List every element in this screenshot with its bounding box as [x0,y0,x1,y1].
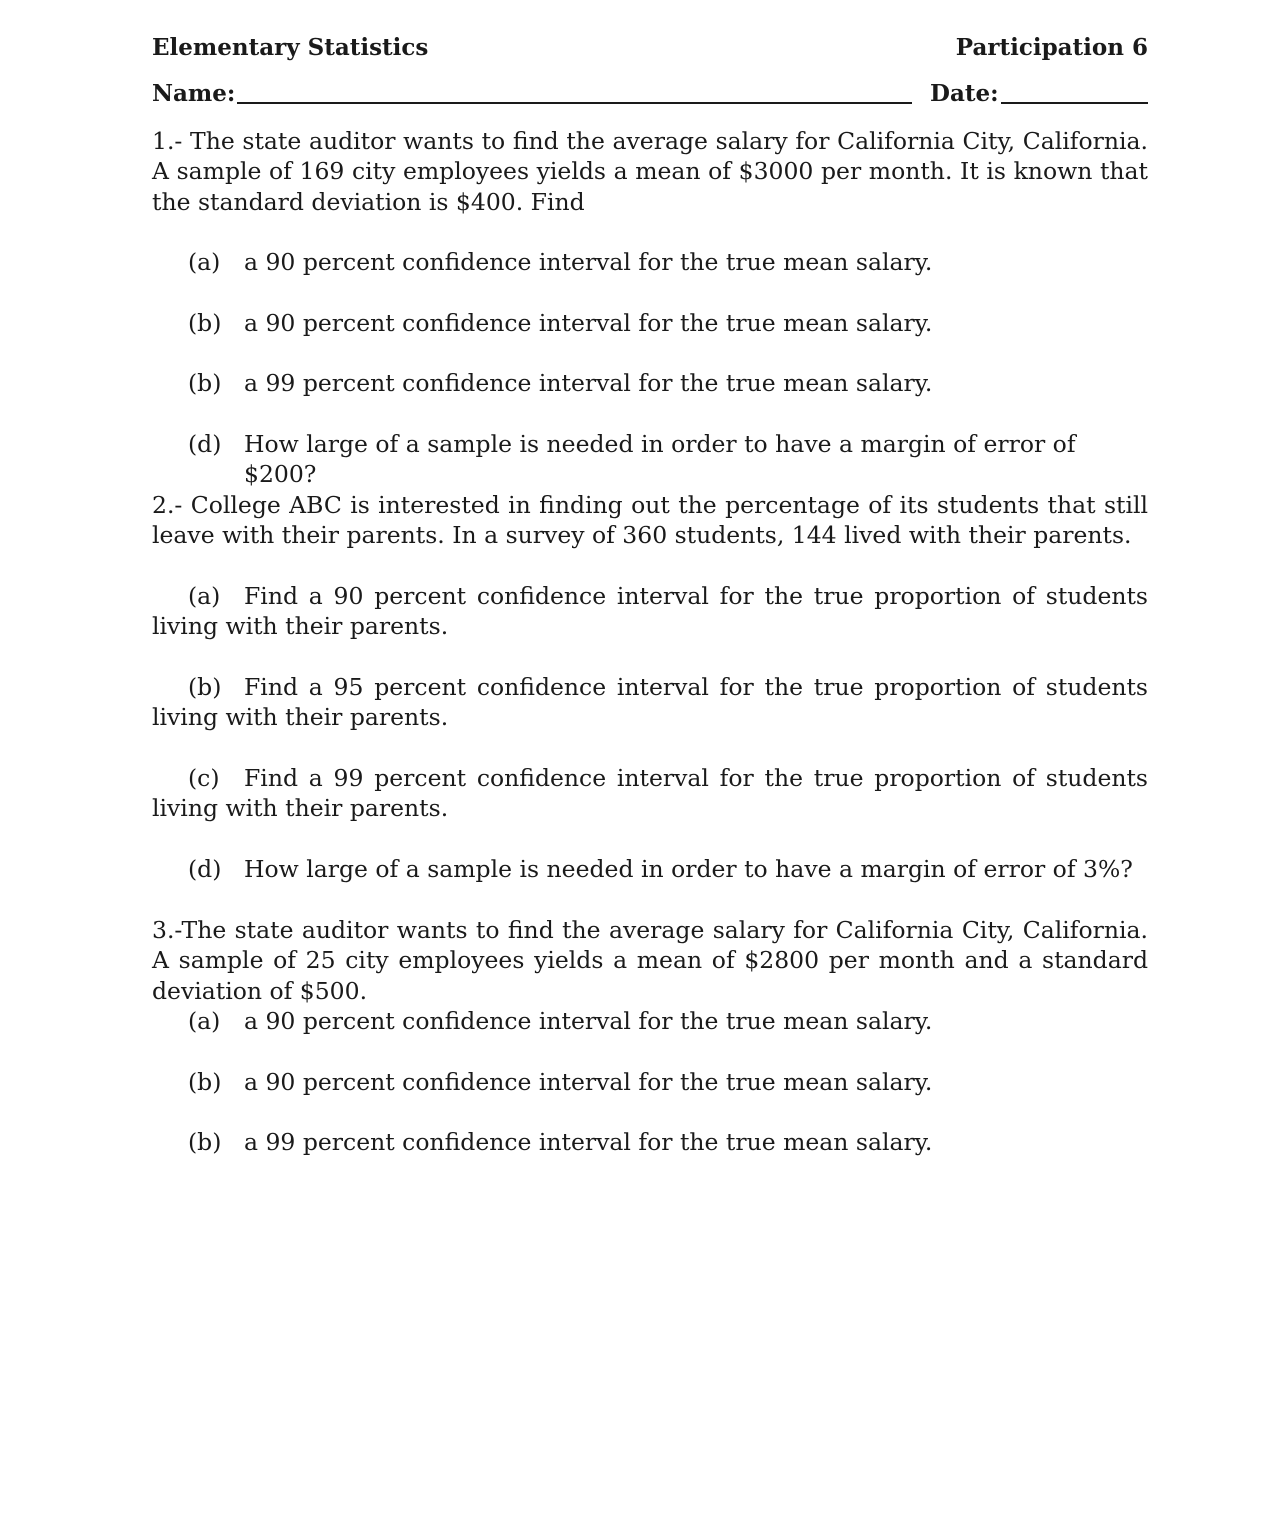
part-label: (c) [188,764,220,792]
part-label: (b) [188,369,222,397]
date-label: Date: [930,80,999,107]
date-field [930,79,1148,109]
part-text: a 99 percent confidence interval for the true mean salary. [244,1128,933,1156]
part-label: (a) [188,248,221,276]
problem-1-part [188,247,1148,277]
problem-1-part [188,308,1148,338]
problem-2-part [188,854,1148,884]
part-label: (b) [188,309,222,337]
part-label: (a) [188,582,221,610]
problem-3-text: 3.-The state auditor wants to find the average salary for California City, California. A sample of 25 city employees yields a mean of $2800 per month and a standard deviation of $500. [152,916,1148,1005]
problem-3-part [188,1006,1148,1036]
name-field [152,79,912,109]
problem-1-part [188,368,1148,398]
part-text: a 90 percent confidence interval for the true mean salary. [244,248,933,276]
name-line [237,102,912,104]
part-text: Find a 90 percent confidence interval for the true proportion of students living with their parents. [152,582,1148,641]
part-label: (b) [188,1128,222,1156]
course-title: Elementary Statistics [152,34,429,61]
problem-2-part [152,581,1148,642]
problem-3-part [188,1067,1148,1097]
worksheet-page [152,0,1148,1524]
part-text: a 99 percent confidence interval for the true mean salary. [244,369,933,397]
part-label: (b) [188,673,222,701]
header-title-row [152,33,1148,63]
part-text: Find a 95 percent confidence interval for the true proportion of students living with their parents. [152,673,1148,732]
part-text: How large of a sample is needed in order to have a margin of error of 3%? [244,855,1133,883]
problem-2-text: 2.- College ABC is interested in finding out the percentage of its students that still leave with their parents. In a survey of 360 students, 144 lived with their parents. [152,491,1148,550]
assignment-title: Participation 6 [955,34,1148,61]
problem-2-part [152,672,1148,733]
problem-3-part [188,1127,1148,1157]
part-text: a 90 percent confidence interval for the true mean salary. [244,1007,933,1035]
part-label: (b) [188,1068,222,1096]
problem-2-part [152,763,1148,824]
problem-1-part [188,429,1148,490]
problem-1-text: 1.- The state auditor wants to find the average salary for California City, California. A sample of 169 city employees yields a mean of $3000 per month. It is known that the standard deviation is $400. Find [152,127,1148,216]
part-text: a 90 percent confidence interval for the true mean salary. [244,309,933,337]
part-label: (d) [188,430,222,458]
name-label: Name: [152,80,236,107]
date-line [1001,102,1148,104]
part-label: (d) [188,855,222,883]
part-text: Find a 99 percent confidence interval for the true proportion of students living with their parents. [152,764,1148,823]
part-text: a 90 percent confidence interval for the true mean salary. [244,1068,933,1096]
part-label: (a) [188,1007,221,1035]
part-text: How large of a sample is needed in order to have a margin of error of $200? [244,430,1076,489]
header-fields-row [152,79,1148,109]
